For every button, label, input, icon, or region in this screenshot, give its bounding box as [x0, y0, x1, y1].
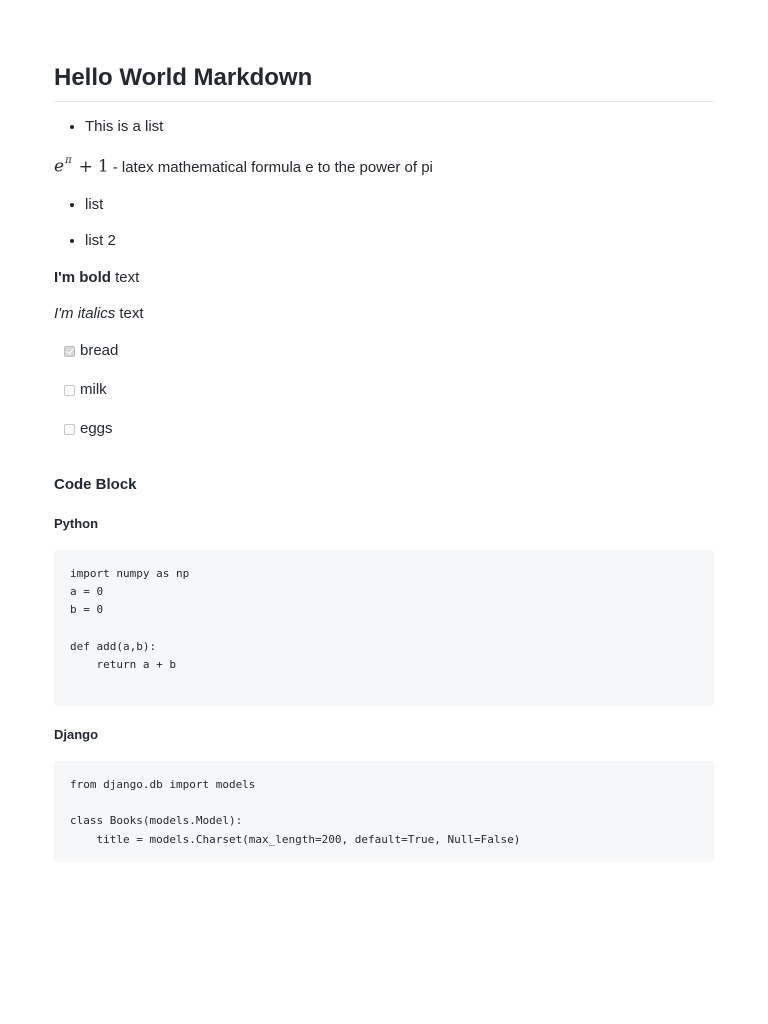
latex-constant: 1	[97, 156, 109, 177]
code-block-heading: Code Block	[54, 475, 137, 493]
django-heading: Django	[54, 726, 99, 742]
italic-paragraph	[54, 304, 714, 324]
task-checkbox-eggs[interactable]	[64, 424, 75, 435]
latex-paragraph	[54, 153, 714, 178]
task-label: milk	[80, 380, 107, 398]
task-checkbox-milk[interactable]	[64, 385, 75, 396]
bullet-list	[54, 117, 714, 137]
list-item: • list	[85, 195, 714, 215]
python-code-block: import numpy as np a = 0 b = 0 def add(a,b): return a + b	[54, 550, 714, 706]
page-title: Hello World Markdown	[54, 63, 714, 102]
latex-formula	[54, 153, 109, 177]
task-label: bread	[80, 341, 119, 359]
bold-suffix: text	[110, 268, 140, 286]
bullet-list-2	[54, 195, 714, 251]
latex-description: - latex mathematical formula e to the power of pi	[112, 158, 433, 176]
task-item	[64, 341, 714, 361]
django-code-block: from django.db import models class Books(models.Model): title = models.Charset(max_length=200, default=True, Null=False)	[54, 761, 714, 862]
list-item: • list 2	[85, 231, 714, 251]
italic-suffix: text	[115, 304, 144, 322]
latex-exponent: π	[65, 155, 72, 166]
bold-paragraph	[54, 268, 714, 288]
task-item	[64, 419, 714, 439]
task-checkbox-bread[interactable]	[64, 346, 75, 357]
italic-text: I'm italics	[54, 304, 116, 322]
task-list	[54, 341, 714, 439]
task-item	[64, 380, 714, 400]
latex-operator: +	[78, 156, 93, 177]
task-label: eggs	[80, 419, 113, 437]
python-heading: Python	[54, 515, 99, 531]
latex-base: e	[54, 156, 65, 177]
bold-text: I'm bold	[54, 268, 111, 286]
markdown-document	[54, 0, 714, 862]
list-item: • This is a list	[85, 117, 714, 137]
